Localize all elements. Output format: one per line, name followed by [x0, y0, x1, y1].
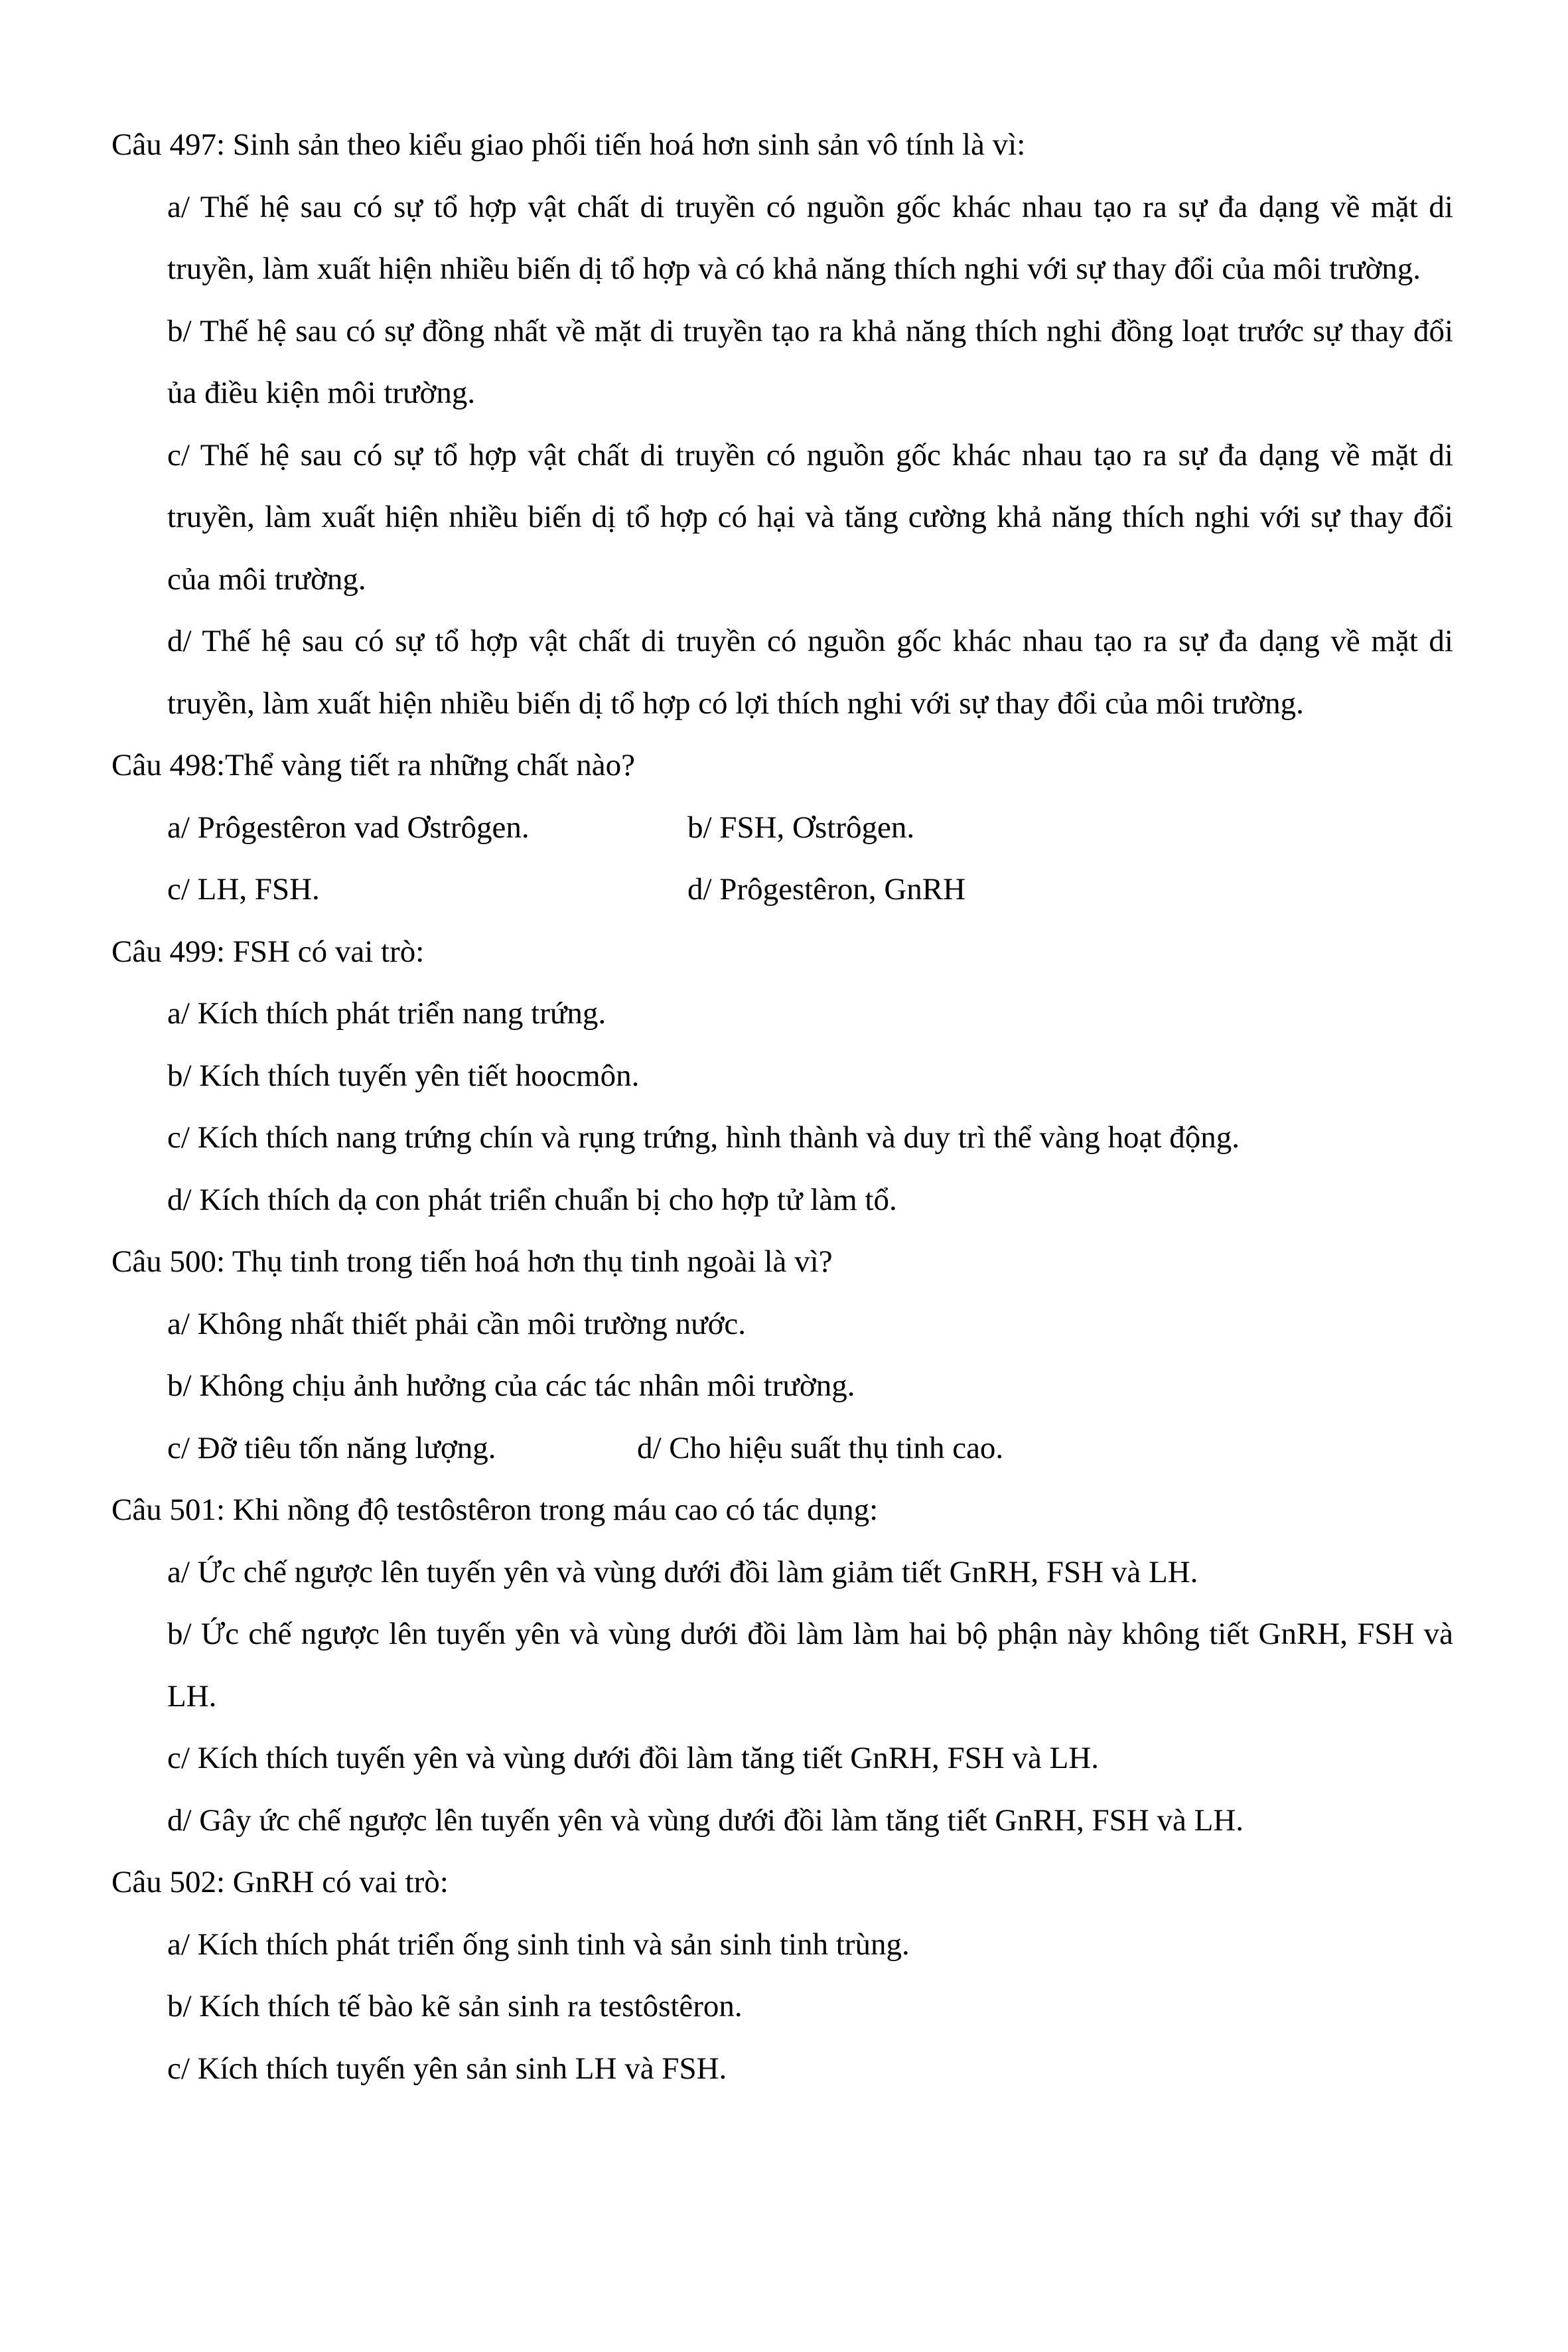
option-a: a/ Không nhất thiết phải cần môi trường nước. — [167, 1306, 747, 1341]
option-row — [167, 797, 1453, 859]
option-c: c/ LH, FSH. — [167, 872, 320, 907]
question-501 — [111, 1479, 1453, 1852]
option-c: c/ Kích thích tuyến yên và vùng dưới đồi làm tăng tiết GnRH, FSH và LH. — [167, 1741, 1099, 1775]
question-498 — [111, 735, 1453, 921]
option-d: d/ Kích thích dạ con phát triển chuẩn bị cho hợp tử làm tổ. — [167, 1182, 897, 1217]
option-d: d/ Cho hiệu suất thụ tinh cao. — [637, 1430, 1004, 1465]
option-a: a/ Kích thích phát triển ống sinh tinh và sản sinh tinh trùng. — [167, 1927, 910, 1962]
question-title: Câu 499: FSH có vai trò: — [111, 934, 425, 969]
option-b: b/ Kích thích tuyến yên tiết hoocmôn. — [167, 1058, 640, 1093]
option-b: b/ Không chịu ảnh hưởng của các tác nhân môi trường. — [167, 1368, 855, 1403]
option-d: d/ Gây ức chế ngược lên tuyến yên và vùng dưới đồi làm tăng tiết GnRH, FSH và LH. — [167, 1802, 1244, 1838]
option-c: c/ Kích thích tuyến yên sản sinh LH và FSH. — [167, 2051, 727, 2086]
option-a: a/ Prôgestêron vad Ơstrôgen. — [167, 810, 530, 845]
option-b: b/ Kích thích tế bào kẽ sản sinh ra testôstêron. — [167, 1989, 743, 2023]
question-500 — [111, 1231, 1453, 1479]
question-title: Câu 498:Thể vàng tiết ra những chất nào? — [111, 748, 635, 782]
option-b: b/ Ức chế ngược lên tuyến yên và vùng dưới đồi làm làm hai bộ phận này không tiết GnRH, FSH và LH. — [167, 1617, 1453, 1714]
option-c: c/ Kích thích nang trứng chín và rụng trứng, hình thành và duy trì thể vàng hoạt động. — [167, 1120, 1240, 1155]
document-page — [111, 114, 1453, 2100]
question-title: Câu 500: Thụ tinh trong tiến hoá hơn thụ tinh ngoài là vì? — [111, 1244, 833, 1279]
question-title: Câu 501: Khi nồng độ testôstêron trong máu cao có tác dụng: — [111, 1493, 879, 1527]
option-c: c/ Đỡ tiêu tốn năng lượng. — [167, 1430, 496, 1465]
option-d: d/ Prôgestêron, GnRH — [687, 872, 966, 907]
option-a: a/ Ức chế ngược lên tuyến yên và vùng dưới đồi làm giảm tiết GnRH, FSH và LH. — [167, 1554, 1198, 1589]
question-502 — [111, 1852, 1453, 2100]
question-499 — [111, 921, 1453, 1232]
option-a: a/ Kích thích phát triển nang trứng. — [167, 996, 606, 1031]
question-title: Câu 502: GnRH có vai trò: — [111, 1865, 449, 1899]
option-b: b/ Thế hệ sau có sự đồng nhất về mặt di truyền tạo ra khả năng thích nghi đồng loạt trước sự thay đổi ủa điều kiện môi trường. — [167, 313, 1453, 410]
option-row — [167, 859, 1453, 921]
question-497 — [111, 114, 1453, 735]
option-d: d/ Thế hệ sau có sự tổ hợp vật chất di truyền có nguồn gốc khác nhau tạo ra sự đa dạng về mặt di truyền, làm xuất hiện nhiều biến dị tổ hợp có lợi thích nghi với sự thay đổi của môi trường. — [167, 624, 1453, 721]
option-row — [167, 1418, 1453, 1480]
option-a: a/ Thế hệ sau có sự tổ hợp vật chất di truyền có nguồn gốc khác nhau tạo ra sự đa dạng về mặt di truyền, làm xuất hiện nhiều biến dị tổ hợp và có khả năng thích nghi với sự thay đổi của môi trường. — [167, 189, 1453, 286]
question-title: Câu 497: Sinh sản theo kiểu giao phối tiến hoá hơn sinh sản vô tính là vì: — [111, 127, 1026, 162]
option-c: c/ Thế hệ sau có sự tổ hợp vật chất di truyền có nguồn gốc khác nhau tạo ra sự đa dạng về mặt di truyền, làm xuất hiện nhiều biến dị tổ hợp có hại và tăng cường khả năng thích nghi với sự thay đổi của môi trường. — [167, 437, 1453, 597]
option-b: b/ FSH, Ơstrôgen. — [687, 810, 915, 845]
